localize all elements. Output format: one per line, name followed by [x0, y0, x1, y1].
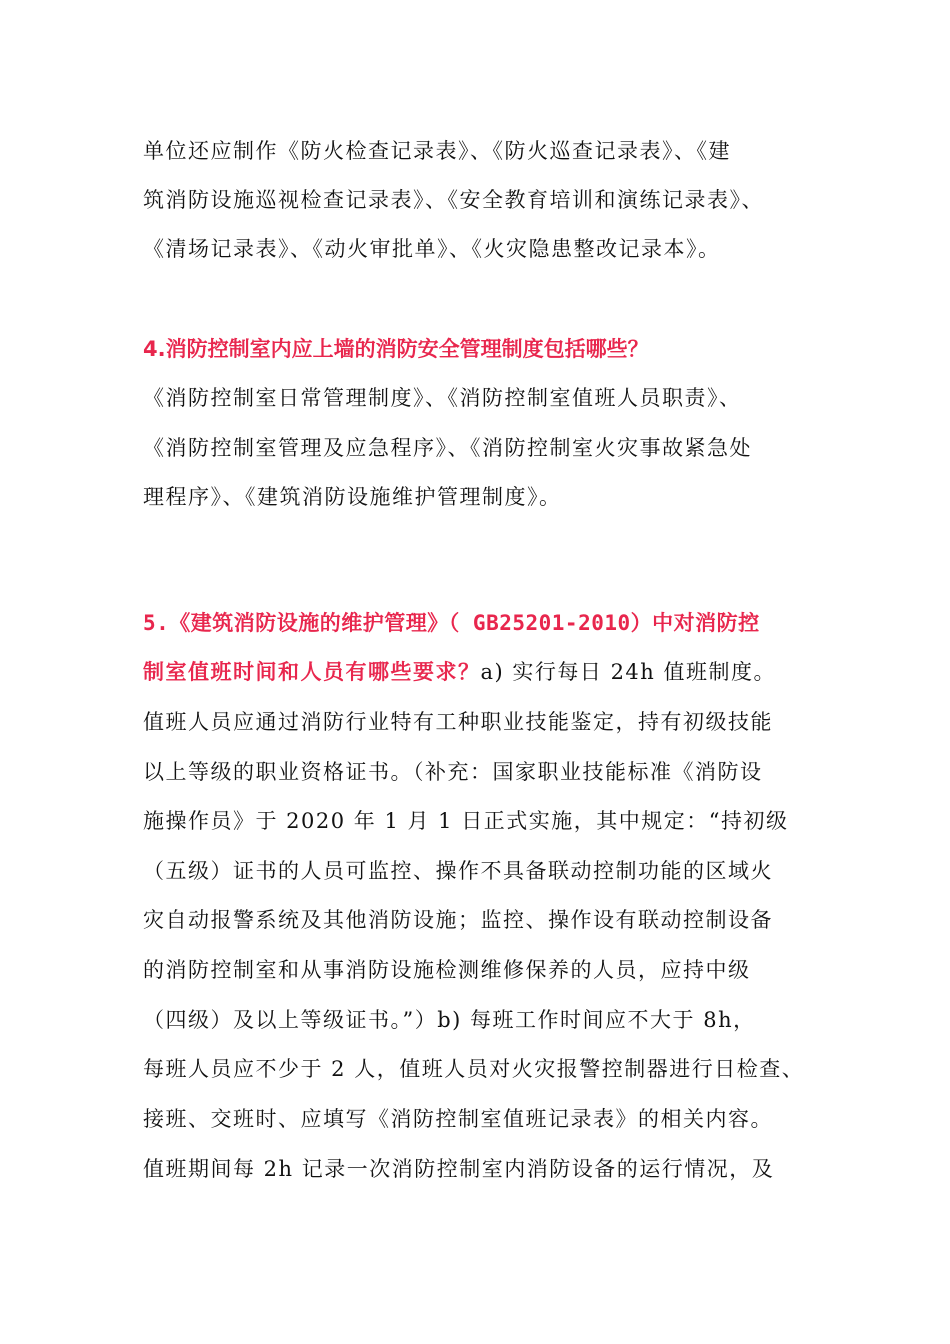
requirement-a: a) 实行每日 24h 值班制度。	[480, 660, 776, 684]
section-heading-5-part2: 制室值班时间和人员有哪些要求？	[143, 659, 481, 684]
paragraph-line: 以上等级的职业资格证书。（补充：国家职业技能标准《消防设	[143, 760, 763, 784]
paragraph-line: （五级）证书的人员可监控、操作不具备联动控制功能的区域火	[143, 859, 773, 883]
paragraph-line: 单位还应制作《防火检查记录表》、《防火巡查记录表》、《建	[143, 139, 731, 163]
paragraph-line: 的消防控制室和从事消防设施检测维修保养的人员，应持中级	[143, 958, 751, 982]
paragraph-line: （四级）及以上等级证书。”）b) 每班工作时间应不大于 8h，	[143, 1008, 756, 1032]
paragraph-line: 值班期间每 2h 记录一次消防控制室内消防设备的运行情况，及	[143, 1157, 775, 1181]
section-heading-5: 5.《建筑消防设施的维护管理》（ GB25201-2010）中对消防控	[143, 611, 760, 635]
paragraph-line: 筑消防设施巡视检查记录表》、《安全教育培训和演练记录表》、	[143, 188, 764, 212]
paragraph-line: 理程序》、《建筑消防设施维护管理制度》。	[143, 485, 562, 509]
paragraph-line: 《消防控制室日常管理制度》、《消防控制室值班人员职责》、	[143, 386, 742, 410]
paragraph-line: 每班人员应不少于 2 人，值班人员对火灾报警控制器进行日检查、	[143, 1057, 805, 1081]
paragraph-line: 灾自动报警系统及其他消防设施；监控、操作设有联动控制设备	[143, 908, 773, 932]
paragraph-line: 施操作员》于 2020 年 1 月 1 日正式实施，其中规定：“持初级	[143, 809, 789, 833]
paragraph-line: 《消防控制室管理及应急程序》、《消防控制室火灾事故紧急处	[143, 436, 752, 460]
paragraph-line: 值班人员应通过消防行业特有工种职业技能鉴定，持有初级技能	[143, 710, 773, 734]
heading-5-continuation	[143, 657, 823, 687]
paragraph-line: 接班、交班时、应填写《消防控制室值班记录表》的相关内容。	[143, 1107, 773, 1131]
paragraph-line: 《清场记录表》、《动火审批单》、《火灾隐患整改记录本》。	[143, 237, 721, 261]
section-heading-4: 4.消防控制室内应上墙的消防安全管理制度包括哪些？	[143, 337, 649, 361]
